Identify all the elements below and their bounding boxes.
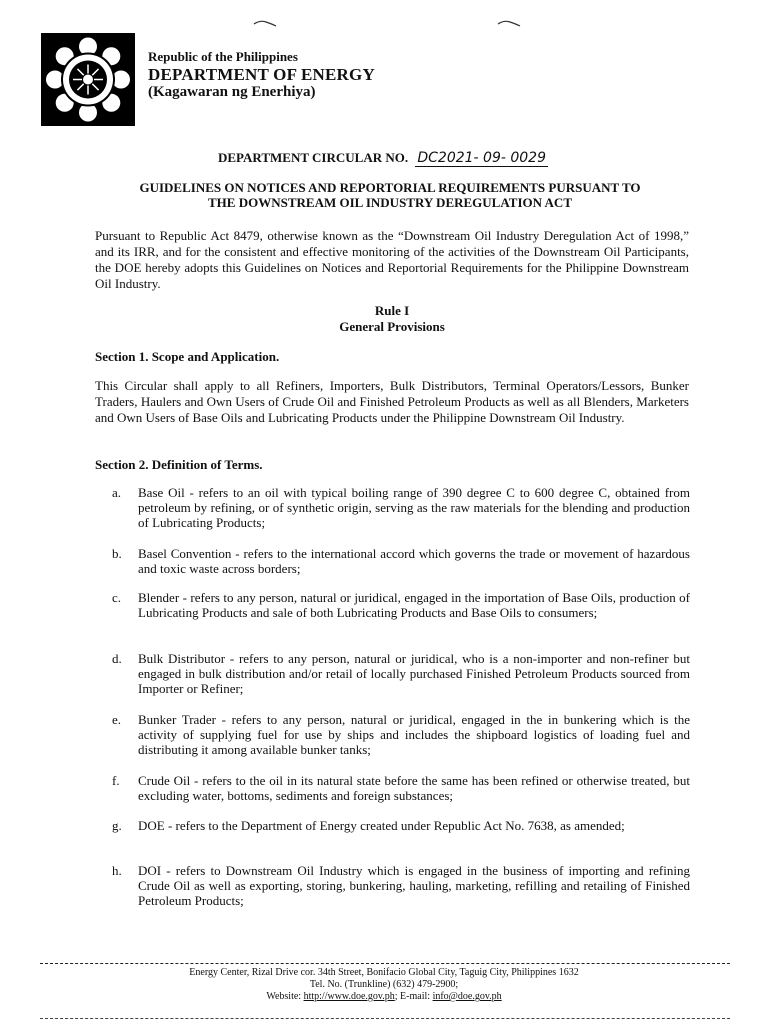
circular-number-line <box>218 150 548 166</box>
section-1-paragraph: This Circular shall apply to all Refiners, Importers, Bulk Distributors, Terminal Operators/Lessors, Bunker Traders, Haulers and Own Users of Crude Oil and Finished Petroleum Products as well as all Blenders, Marketers and Own Users of Base Oils and Lubricating Products under the Philippine Downstream Oil Industry. <box>95 378 689 425</box>
circular-number: DC2021- 09- 0029 <box>417 150 546 166</box>
section-1-heading: Section 1. Scope and Application. <box>95 349 280 364</box>
title-line-2: THE DOWNSTREAM OIL INDUSTRY DEREGULATION ACT <box>208 195 572 210</box>
definition-text: Bulk Distributor - refers to any person, natural or juridical, who is a non-importer and non-refiner but engaged in bulk distribution and/or retail of locally purchased Finished Petroleum Products sourced from Importer or Refiner; <box>138 651 690 696</box>
definition-letter: g. <box>112 818 122 833</box>
definition-item <box>112 485 690 530</box>
doe-seal-icon <box>41 33 135 126</box>
definition-letter: f. <box>112 773 120 788</box>
definition-text: Base Oil - refers to an oil with typical boiling range of 390 degree C to 600 degree C, obtained from petroleum by refining, or of synthetic origin, serving as the raw materials for the blending and production of Lubricating Products; <box>138 485 690 530</box>
email-link[interactable]: info@doe.gov.ph <box>432 991 502 1002</box>
section-2-heading: Section 2. Definition of Terms. <box>95 457 263 472</box>
rule-name: General Provisions <box>339 319 445 334</box>
intro-paragraph: Pursuant to Republic Act 8479, otherwise known as the “Downstream Oil Industry Deregulation Act of 1998,” and its IRR, and for the consistent and effective monitoring of the activities of the Downstream Oil Participants, the DOE hereby adopts this Guidelines on Notices and Reportorial Requirements for the Philippine Downstream Oil Industry. <box>95 228 689 291</box>
definition-item <box>112 863 690 908</box>
website-label: Website: <box>266 991 302 1002</box>
definition-letter: b. <box>112 546 122 561</box>
department-name: DEPARTMENT OF ENERGY <box>148 64 375 84</box>
definition-item <box>112 590 690 620</box>
pen-mark-icon <box>496 18 522 28</box>
republic-label: Republic of the Philippines <box>148 49 298 64</box>
definition-text: Basel Convention - refers to the international accord which governs the trade or movement of hazardous and toxic waste across borders; <box>138 546 690 576</box>
website-link[interactable]: http://www.doe.gov.ph <box>303 991 395 1002</box>
email-label: ; E-mail: <box>394 991 431 1002</box>
definition-letter: a. <box>112 485 122 500</box>
definition-letter: d. <box>112 651 122 666</box>
definition-text: Crude Oil - refers to the oil in its natural state before the same has been refined or otherwise treated, but excluding water, bottoms, sediments and foreign substances; <box>138 773 690 803</box>
title-line-1: GUIDELINES ON NOTICES AND REPORTORIAL REQUIREMENTS PURSUANT TO <box>139 180 641 195</box>
department-name-filipino: (Kagawaran ng Enerhiya) <box>148 84 316 101</box>
definition-item <box>112 546 690 576</box>
definition-text: Blender - refers to any person, natural or juridical, engaged in the importation of Base Oils, production of Lubricating Products and sale of both Lubricating Products and Base Oils to consumers; <box>138 590 690 620</box>
bottom-divider <box>40 1018 730 1019</box>
rule-number: Rule I <box>374 303 410 318</box>
definition-item <box>112 773 690 803</box>
definition-text: DOI - refers to Downstream Oil Industry which is engaged in the business of importing and refining Crude Oil as well as exporting, storing, bunkering, hauling, marketing, refilling and retailing of Finished Petroleum Products; <box>138 863 690 908</box>
definition-text: Bunker Trader - refers to any person, natural or juridical, engaged in the in bunkering which is the activity of supplying fuel for use by ships and includes the shipboard logistics of loading fuel and distributing it among available bunker tanks; <box>138 712 690 757</box>
definition-letter: c. <box>112 590 122 605</box>
footer-telephone: Tel. No. (Trunkline) (632) 479-2900; <box>309 979 459 990</box>
circular-label: DEPARTMENT CIRCULAR NO. <box>218 150 409 165</box>
footer <box>0 967 768 1003</box>
footer-address: Energy Center, Rizal Drive cor. 34th Street, Bonifacio Global City, Taguig City, Philippines 1632 <box>189 967 579 978</box>
definition-item <box>112 651 690 696</box>
definition-letter: e. <box>112 712 122 727</box>
rule-heading <box>95 303 689 335</box>
definition-letter: h. <box>112 863 122 878</box>
definition-item <box>112 712 690 757</box>
footer-contact <box>0 991 768 1003</box>
document-title <box>90 180 690 210</box>
definition-text: DOE - refers to the Department of Energy created under Republic Act No. 7638, as amended; <box>138 818 625 833</box>
pen-mark-icon <box>252 18 278 28</box>
letterhead <box>148 50 375 102</box>
footer-divider <box>40 963 730 964</box>
definition-item <box>112 818 690 833</box>
